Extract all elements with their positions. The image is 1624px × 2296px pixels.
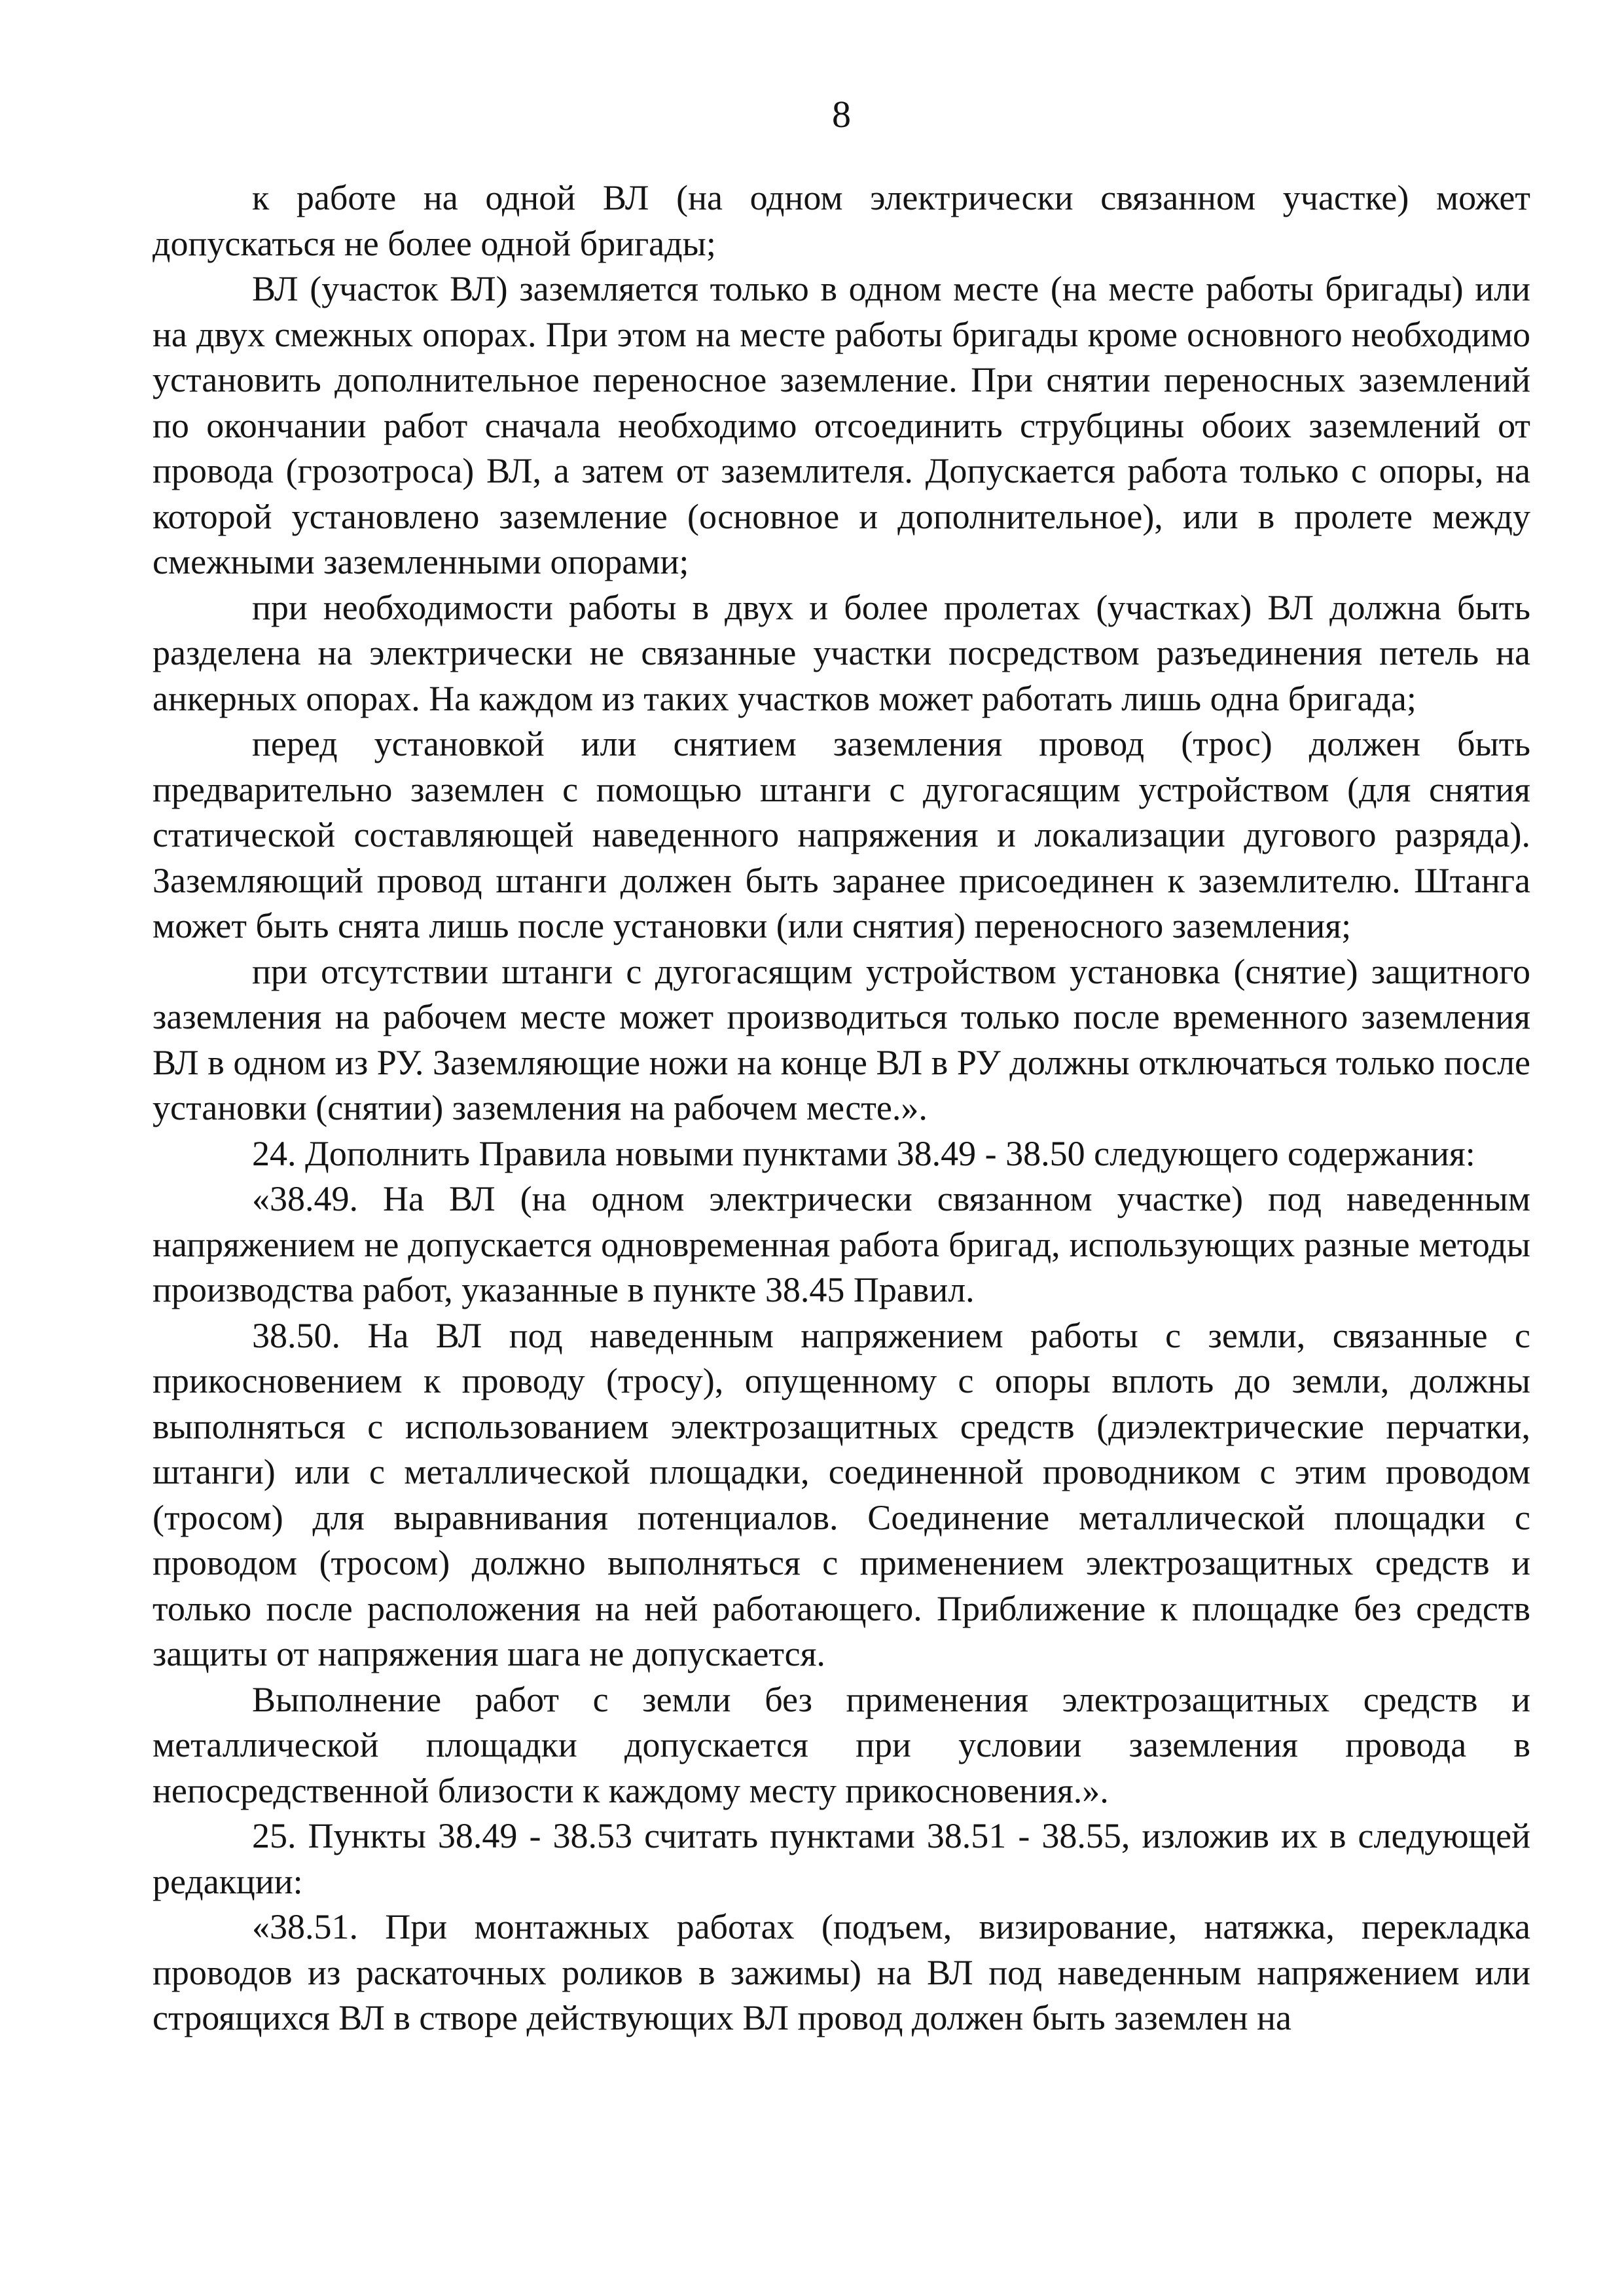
- paragraph: 25. Пункты 38.49 - 38.53 считать пунктами 38.51 - 38.55, изложив их в следующей редакции:: [153, 1816, 1530, 1901]
- paragraph: при необходимости работы в двух и более пролетах (участках) ВЛ должна быть разделена на электрически не связанные участки посредством разъединения петель на анкерных опорах. На каждом из таких участков может работать лишь одна бригада;: [153, 587, 1530, 718]
- page-number: 8: [832, 93, 851, 136]
- paragraph: 24. Дополнить Правила новыми пунктами 38.49 - 38.50 следующего содержания:: [252, 1133, 1475, 1173]
- paragraph: при отсутствии штанги с дугогасящим устройством установка (снятие) защитного заземления на рабочем месте может производиться только после временного заземления ВЛ в одном из РУ. Заземляющие ножи на конце ВЛ в РУ должны отключаться только после установки (снятии) заземления на рабочем месте.».: [153, 951, 1530, 1127]
- paragraph: перед установкой или снятием заземления провод (трос) должен быть предварительно заземлен с помощью штанги с дугогасящим устройством (для снятия статической составляющей наведенного напряжения и локализации дугового разряда). Заземляющий провод штанги должен быть заранее присоединен к заземлителю. Штанга может быть снята лишь после установки (или снятия) переносного заземления;: [153, 724, 1530, 945]
- paragraph: Выполнение работ с земли без применения электрозащитных средств и металлической площадки допускается при условии заземления провода в непосредственной близости к каждому месту прикосновения.».: [153, 1679, 1530, 1810]
- paragraph: к работе на одной ВЛ (на одном электрически связанном участке) может допускаться не более одной бригады;: [153, 178, 1530, 263]
- document-body: [153, 175, 1530, 2041]
- paragraph: «38.49. На ВЛ (на одном электрически связанном участке) под наведенным напряжением не допускается одновременная работа бригад, использующих разные методы производства работ, указанные в пункте 38.45 Правил.: [153, 1179, 1530, 1309]
- paragraph: 38.50. На ВЛ под наведенным напряжением работы с земли, связанные с прикосновением к проводу (тросу), опущенному с опоры вплоть до земли, должны выполняться с использованием электрозащитных средств (диэлектрические перчатки, штанги) или с металлической площадки, соединенной проводником с этим проводом (тросом) для выравнивания потенциалов. Соединение металлической площадки с проводом (тросом) должно выполняться с применением электрозащитных средств и только после расположения на ней работающего. Приближение к площадке без средств защиты от напряжения шага не допускается.: [153, 1315, 1530, 1673]
- paragraph: «38.51. При монтажных работах (подъем, визирование, натяжка, перекладка проводов из раскаточных роликов в зажимы) на ВЛ под наведенным напряжением или строящихся ВЛ в створе действующих ВЛ провод должен быть заземлен на: [153, 1907, 1530, 2037]
- paragraph: ВЛ (участок ВЛ) заземляется только в одном месте (на месте работы бригады) или на двух смежных опорах. При этом на месте работы бригады кроме основного необходимо установить дополнительное переносное заземление. При снятии переносных заземлений по окончании работ сначала необходимо отсоединить струбцины обоих заземлений от провода (грозотроса) ВЛ, а затем от заземлителя. Допускается работа только с опоры, на которой установлено заземление (основное и дополнительное), или в пролете между смежными заземленными опорами;: [153, 269, 1530, 581]
